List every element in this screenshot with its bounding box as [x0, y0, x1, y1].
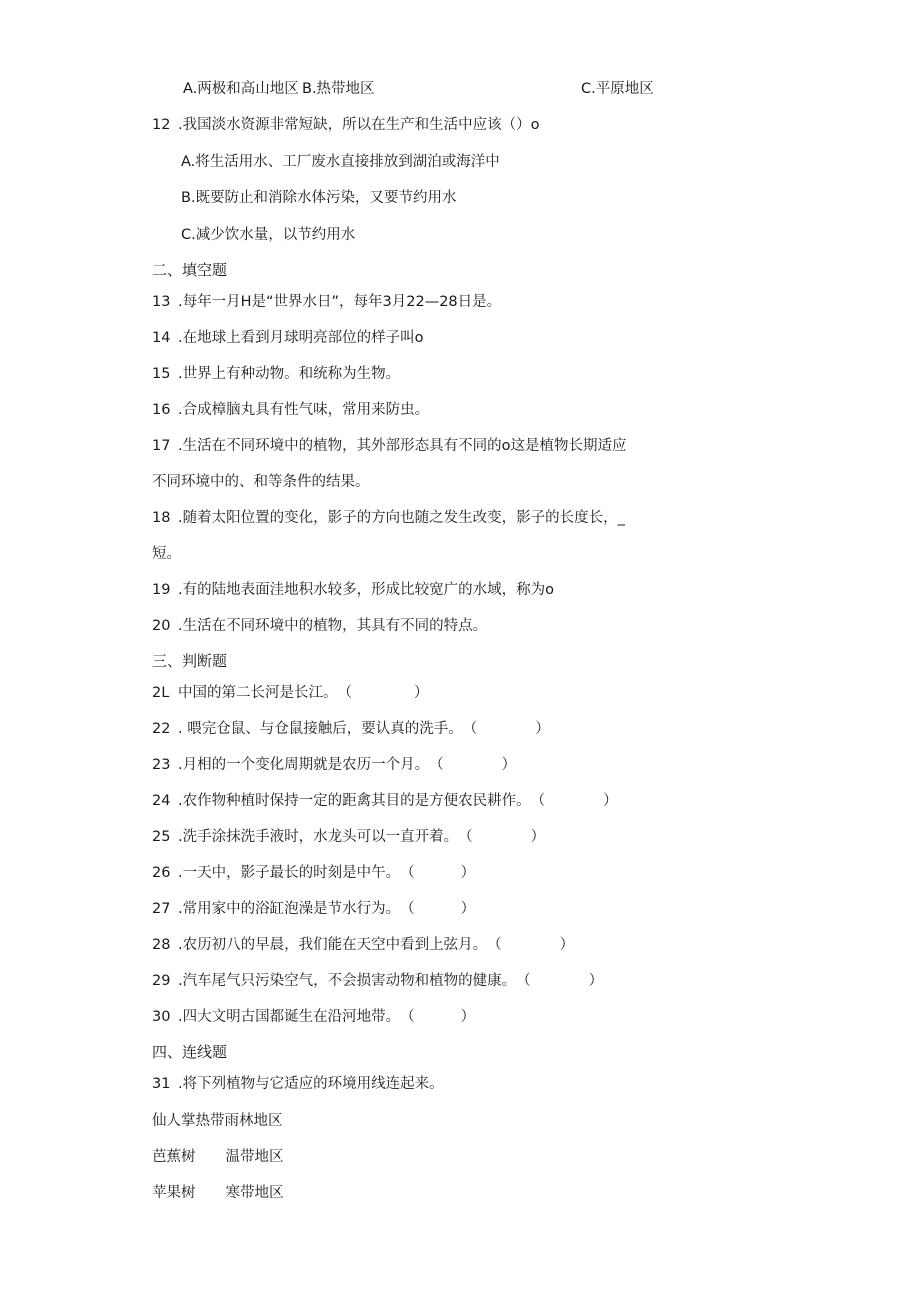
- match-row: [152, 1148, 284, 1166]
- section-heading-matching: 四、连线题: [152, 1043, 228, 1061]
- section-heading-true-false: 三、判断题: [152, 652, 228, 670]
- answer-close-paren: ）: [501, 757, 517, 773]
- question-29: [152, 972, 603, 990]
- answer-open-paren: （: [400, 865, 415, 881]
- question-number: 14: [152, 330, 171, 346]
- section-heading-fill-blank: 二、填空题: [152, 261, 228, 279]
- match-environment: 温带地区: [225, 1149, 284, 1165]
- question-text: .一天中，影子最长的时刻是中午。: [178, 865, 401, 881]
- question-number: 13: [152, 294, 171, 310]
- match-plant: 苹果树: [152, 1185, 196, 1201]
- question-text: .合成樟脑丸具有性气味，常用来防虫。: [178, 402, 430, 418]
- match-plant: 仙人掌: [152, 1113, 196, 1129]
- question-text: .随着太阳位置的变化，影子的方向也随之发生改变，影子的长度长，_: [178, 510, 625, 526]
- question-18: [152, 509, 625, 527]
- answer-open-paren: （: [400, 901, 415, 917]
- answer-open-paren: （: [462, 721, 478, 737]
- question-text: .有的陆地表面洼地积水较多，形成比较宽广的水域，称为o: [178, 582, 554, 598]
- question-22: [152, 720, 550, 738]
- question-text: .洗手涂抹洗手液时，水龙头可以一直开着。: [178, 829, 459, 845]
- question-26: [152, 864, 475, 882]
- question-31: [152, 1075, 444, 1093]
- question-number: 31: [152, 1076, 171, 1092]
- question-text: .生活在不同环境中的植物，其外部形态具有不同的o这是植物长期适应: [178, 438, 627, 454]
- answer-open-paren: （: [458, 829, 473, 845]
- question-23: [152, 756, 516, 774]
- question-number: 30: [152, 1009, 171, 1025]
- question-18-continued: 短。: [152, 546, 181, 562]
- question-text: . 喂完仓鼠、与仓鼠接触后，要认真的洗手。: [178, 721, 463, 737]
- question-16: [152, 401, 429, 419]
- question-text: .常用家中的浴缸泡澡是节水行为。: [178, 901, 401, 917]
- answer-close-paren: ）: [588, 973, 604, 989]
- answer-close-paren: ）: [460, 1009, 476, 1025]
- answer-open-paren: （: [516, 973, 531, 989]
- question-text: 中国的第二长河是长江。: [178, 685, 338, 701]
- question-12: [152, 116, 539, 134]
- question-text: .汽车尾气只污染空气，不会损害动物和植物的健康。: [178, 973, 517, 989]
- question-number: 27: [152, 901, 171, 917]
- question-19: [152, 581, 554, 599]
- answer-open-paren: （: [337, 685, 352, 701]
- question-text: .农历初八的早晨，我们能在天空中看到上弦月。: [178, 937, 488, 953]
- match-plant: 芭蕉树: [152, 1149, 196, 1165]
- question-number: 20: [152, 618, 171, 634]
- answer-close-paren: ）: [603, 793, 618, 809]
- question-15: [152, 365, 400, 383]
- match-environment: 寒带地区: [225, 1185, 284, 1201]
- question-27: [152, 900, 475, 918]
- question-number: 19: [152, 582, 171, 598]
- answer-close-paren: ）: [535, 721, 550, 737]
- answer-open-paren: （: [400, 1009, 415, 1025]
- question-number: 15: [152, 366, 171, 382]
- answer-close-paren: ）: [460, 901, 476, 917]
- question-text: .四大文明古国都诞生在沿河地带。: [178, 1009, 401, 1025]
- answer-close-paren: ）: [414, 685, 429, 701]
- question-17: [152, 437, 626, 455]
- question-24: [152, 792, 618, 810]
- q12-option-c: C.减少饮水量，以节约用水: [181, 227, 356, 243]
- question-text: .每年一月H是“世界水日”，每年3月22—28日是。: [178, 294, 502, 310]
- q12-option-a: A.将生活用水、工厂废水直接排放到湖泊或海洋中: [181, 154, 500, 170]
- question-number: 17: [152, 438, 171, 454]
- question-text: .世界上有种动物。和统称为生物。: [178, 366, 401, 382]
- answer-open-paren: （: [530, 793, 546, 809]
- question-number: 24: [152, 793, 171, 809]
- question-text: .我国淡水资源非常短缺，所以在生产和生活中应该（）o: [178, 117, 540, 133]
- question-number: 26: [152, 865, 171, 881]
- question-number: 23: [152, 757, 171, 773]
- q11-option-c: C.平原地区: [581, 81, 654, 97]
- question-20: [152, 617, 487, 635]
- question-text: .在地球上看到月球明亮部位的样子叫o: [178, 330, 424, 346]
- question-text: .生活在不同环境中的植物，其具有不同的特点。: [178, 618, 488, 634]
- question-number: 25: [152, 829, 171, 845]
- answer-close-paren: ）: [559, 937, 575, 953]
- question-text: .月相的一个变化周期就是农历一个月。: [178, 757, 430, 773]
- question-number: 28: [152, 937, 171, 953]
- question-number: 16: [152, 402, 171, 418]
- question-number: 29: [152, 973, 171, 989]
- match-row: [152, 1184, 284, 1202]
- match-environment: 热带雨林地区: [195, 1113, 283, 1129]
- question-17-continued: 不同环境中的、和等条件的结果。: [152, 474, 370, 490]
- question-number: 18: [152, 510, 171, 526]
- question-30: [152, 1008, 475, 1026]
- question-14: [152, 329, 423, 347]
- answer-close-paren: ）: [460, 865, 476, 881]
- question-text: .将下列植物与它适应的环境用线连起来。: [178, 1076, 444, 1092]
- question-number: 12: [152, 117, 171, 133]
- answer-close-paren: ）: [530, 829, 546, 845]
- question-28: [152, 936, 574, 954]
- q11-option-b: B.热带地区: [302, 81, 375, 97]
- match-row: [152, 1112, 283, 1130]
- question-number: 2L: [152, 685, 170, 701]
- answer-open-paren: （: [429, 757, 444, 773]
- answer-open-paren: （: [487, 937, 502, 953]
- question-25: [152, 828, 545, 846]
- question-21: [152, 684, 429, 702]
- question-13: [152, 293, 501, 311]
- question-text: .农作物种植时保持一定的距禽其目的是方便农民耕作。: [178, 793, 531, 809]
- question-number: 22: [152, 721, 171, 737]
- q12-option-b: B.既要防止和消除水体污染，又要节约用水: [181, 190, 457, 206]
- q11-option-a: A.两极和高山地区: [183, 81, 299, 97]
